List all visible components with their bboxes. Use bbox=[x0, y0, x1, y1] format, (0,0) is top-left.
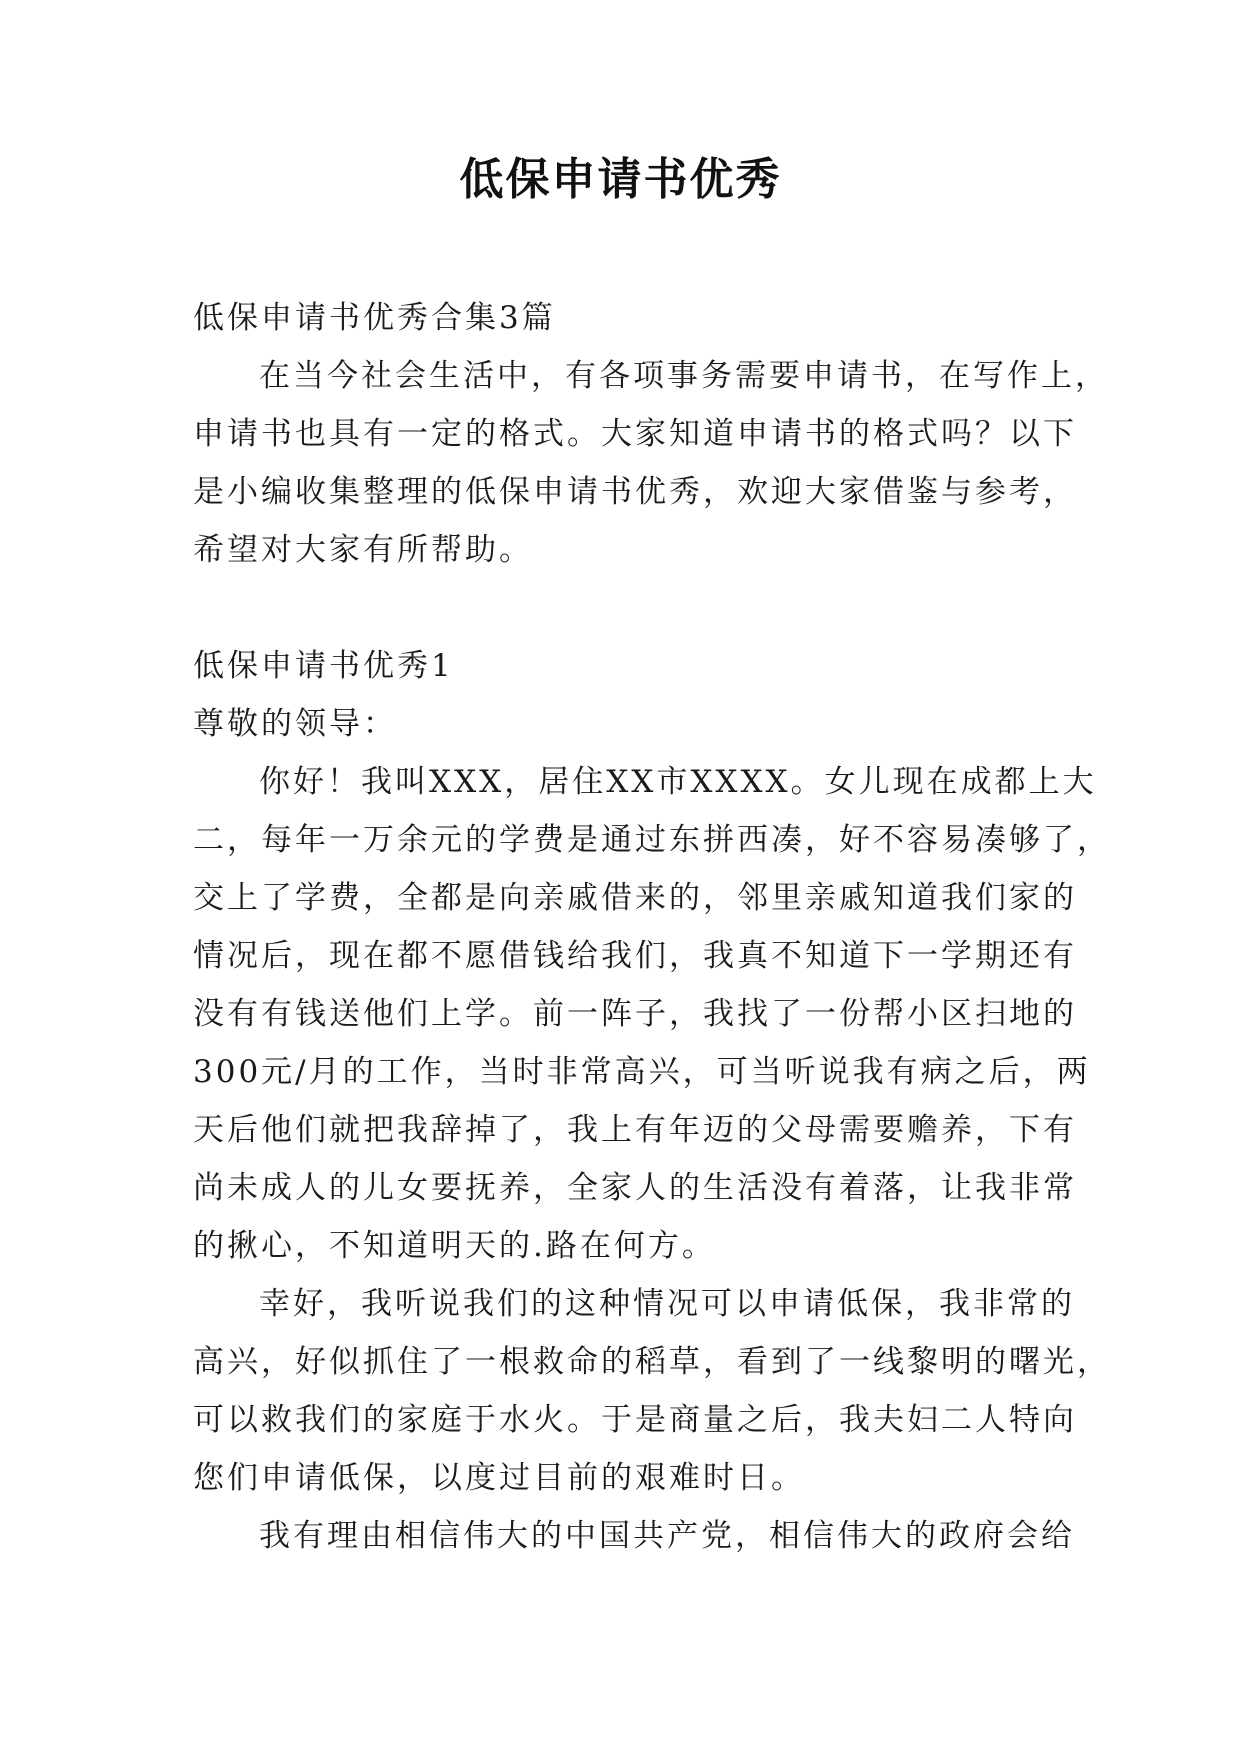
paragraph-line: 的揪心，不知道明天的.路在何方。 bbox=[193, 1228, 716, 1264]
paragraph-line: 300元/月的工作，当时非常高兴，可当听说我有病之后，两 bbox=[193, 1054, 1091, 1090]
letter-paragraph-3 bbox=[193, 1507, 1078, 1565]
intro-paragraph bbox=[193, 347, 1109, 579]
paragraph-line: 希望对大家有所帮助。 bbox=[193, 532, 533, 568]
document-body bbox=[193, 289, 1111, 1565]
paragraph-line: 情况后，现在都不愿借钱给我们，我真不知道下一学期还有 bbox=[193, 938, 1077, 974]
letter-paragraph-1 bbox=[193, 753, 1111, 1275]
section-spacer bbox=[193, 579, 1078, 637]
paragraph-line: 尚未成人的儿女要抚养，全家人的生活没有着落，让我非常 bbox=[193, 1170, 1077, 1206]
paragraph-line: 高兴，好似抓住了一根救命的稻草，看到了一线黎明的曙光， bbox=[193, 1344, 1111, 1380]
document-title: 低保申请书优秀 bbox=[459, 154, 782, 205]
letter-paragraph-2 bbox=[193, 1275, 1111, 1507]
paragraph-line: 天后他们就把我辞掉了，我上有年迈的父母需要赡养，下有 bbox=[193, 1112, 1077, 1148]
paragraph-line: 交上了学费，全都是向亲戚借来的，邻里亲戚知道我们家的 bbox=[193, 880, 1077, 916]
paragraph-line: 幸好，我听说我们的这种情况可以申请低保，我非常的 bbox=[259, 1286, 1075, 1322]
paragraph-line: 你好！我叫XXX，居住XX市XXXX。女儿现在成都上大 bbox=[259, 764, 1097, 800]
section-heading: 低保申请书优秀1 bbox=[193, 648, 454, 684]
paragraph-line: 在当今社会生活中，有各项事务需要申请书，在写作上， bbox=[259, 358, 1109, 394]
paragraph-line: 我有理由相信伟大的中国共产党，相信伟大的政府会给 bbox=[259, 1518, 1075, 1554]
salutation: 尊敬的领导： bbox=[193, 706, 397, 742]
paragraph-line: 没有有钱送他们上学。前一阵子，我找了一份帮小区扫地的 bbox=[193, 996, 1077, 1032]
paragraph-line: 可以救我们的家庭于水火。于是商量之后，我夫妇二人特向 bbox=[193, 1402, 1077, 1438]
paragraph-line: 申请书也具有一定的格式。大家知道申请书的格式吗？以下 bbox=[193, 416, 1077, 452]
paragraph-line: 您们申请低保，以度过目前的艰难时日。 bbox=[193, 1460, 805, 1496]
paragraph-line: 是小编收集整理的低保申请书优秀，欢迎大家借鉴与参考， bbox=[193, 474, 1077, 510]
document-subtitle: 低保申请书优秀合集3篇 bbox=[193, 300, 556, 336]
paragraph-line: 二，每年一万余元的学费是通过东拼西凑，好不容易凑够了， bbox=[193, 822, 1111, 858]
